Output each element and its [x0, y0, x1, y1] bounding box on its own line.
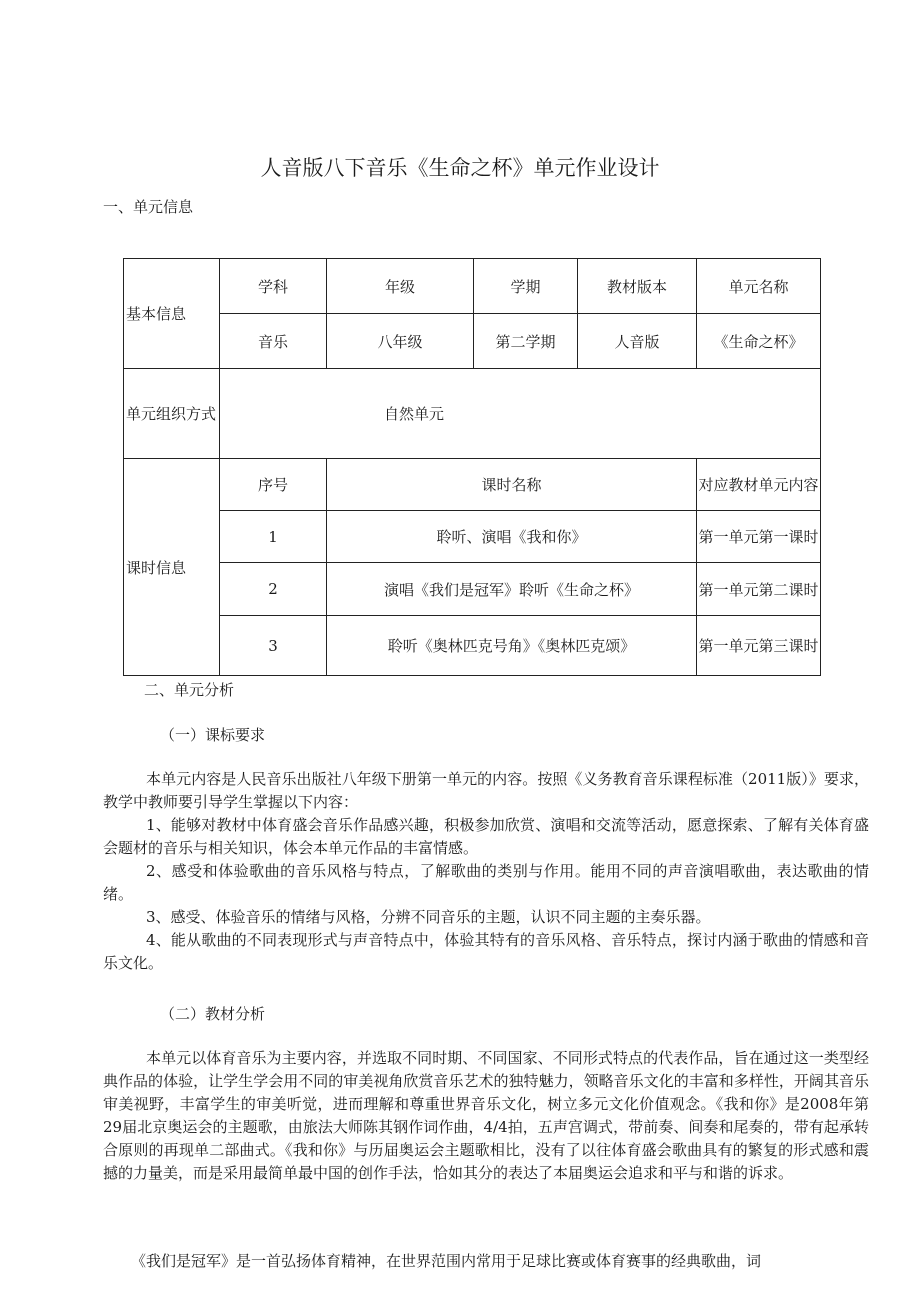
lesson-info-label: 课时信息 — [124, 459, 220, 676]
lesson-no: 1 — [220, 511, 327, 563]
lesson-name: 演唱《我们是冠军》聆听《生命之杯》 — [327, 563, 697, 616]
header-subject: 学科 — [220, 259, 327, 314]
org-method-label: 单元组织方式 — [124, 369, 220, 459]
value-semester: 第二学期 — [474, 314, 578, 369]
section-unit-analysis-heading: 二、单元分析 — [144, 681, 235, 699]
material-heading: （二）教材分析 — [160, 1005, 266, 1023]
value-subject: 音乐 — [220, 314, 327, 369]
table-row — [124, 563, 821, 616]
unit-info-table — [123, 258, 821, 676]
material-paragraph-2: 《我们是冠军》是一首弘扬体育精神，在世界范围内常用于足球比赛或体育赛事的经典歌曲，词 — [131, 1252, 762, 1270]
org-method-value: 自然单元 — [220, 369, 821, 459]
header-unit-name: 单元名称 — [697, 259, 821, 314]
header-grade: 年级 — [327, 259, 474, 314]
value-edition: 人音版 — [578, 314, 697, 369]
header-semester: 学期 — [474, 259, 578, 314]
curriculum-item-1: 1、能够对教材中体育盛会音乐作品感兴趣，积极参加欣赏、演唱和交流等活动，愿意探索、了解有关体育盛会题材的音乐与相关知识，体会本单元作品的丰富情感。 — [103, 816, 869, 857]
lesson-header-no: 序号 — [220, 459, 327, 511]
section-unit-info-heading: 一、单元信息 — [103, 198, 194, 216]
basic-info-label: 基本信息 — [124, 259, 220, 369]
document-title: 人音版八下音乐《生命之杯》单元作业设计 — [260, 156, 660, 180]
lesson-no: 3 — [220, 616, 327, 676]
lesson-header-name: 课时名称 — [327, 459, 697, 511]
lesson-content: 第一单元第二课时 — [697, 563, 821, 616]
header-edition: 教材版本 — [578, 259, 697, 314]
lesson-header-content: 对应教材单元内容 — [697, 459, 821, 511]
lesson-content: 第一单元第一课时 — [697, 511, 821, 563]
curriculum-heading: （一）课标要求 — [160, 726, 266, 744]
curriculum-intro: 本单元内容是人民音乐出版社八年级下册第一单元的内容。按照《义务教育音乐课程标准（2011版）》要求，教学中教师要引导学生掌握以下内容： — [103, 770, 869, 811]
material-paragraph-1: 本单元以体育音乐为主要内容，并选取不同时期、不同国家、不同形式特点的代表作品，旨在通过这一类型经典作品的体验，让学生学会用不同的审美视角欣赏音乐艺术的独特魅力，领略音乐文化的丰富和多样性，开阔其音乐审美视野，丰富学生的审美听觉，进而理解和尊重世界音乐文化，树立多元文化价值观念。《我和你》是2008年第29届北京奥运会的主题歌，由旅法大师陈其钢作词作曲，4/4拍，五声宫调式，带前奏、间奏和尾奏的，带有起承转合原则的再现单二部曲式。《我和你》与历届奥运会主题歌相比，没有了以往体育盛会歌曲具有的繁复的形式感和震撼的力量美，而是采用最简单最中国的创作手法，恰如其分的表达了本届奥运会追求和平与和谐的诉求。 — [103, 1049, 869, 1182]
table-row — [124, 511, 821, 563]
curriculum-item-3: 3、感受、体验音乐的情绪与风格，分辨不同音乐的主题，认识不同主题的主奏乐器。 — [146, 908, 711, 926]
lesson-name: 聆听、演唱《我和你》 — [327, 511, 697, 563]
value-grade: 八年级 — [327, 314, 474, 369]
lesson-content: 第一单元第三课时 — [697, 616, 821, 676]
curriculum-item-4: 4、能从歌曲的不同表现形式与声音特点中，体验其特有的音乐风格、音乐特点，探讨内涵于歌曲的情感和音乐文化。 — [103, 931, 869, 972]
value-unit-name: 《生命之杯》 — [697, 314, 821, 369]
lesson-name: 聆听《奥林匹克号角》《奥林匹克颂》 — [327, 616, 697, 676]
table-row — [124, 616, 821, 676]
curriculum-item-2: 2、感受和体验歌曲的音乐风格与特点，了解歌曲的类别与作用。能用不同的声音演唱歌曲，表达歌曲的情绪。 — [103, 862, 869, 903]
lesson-no: 2 — [220, 563, 327, 616]
